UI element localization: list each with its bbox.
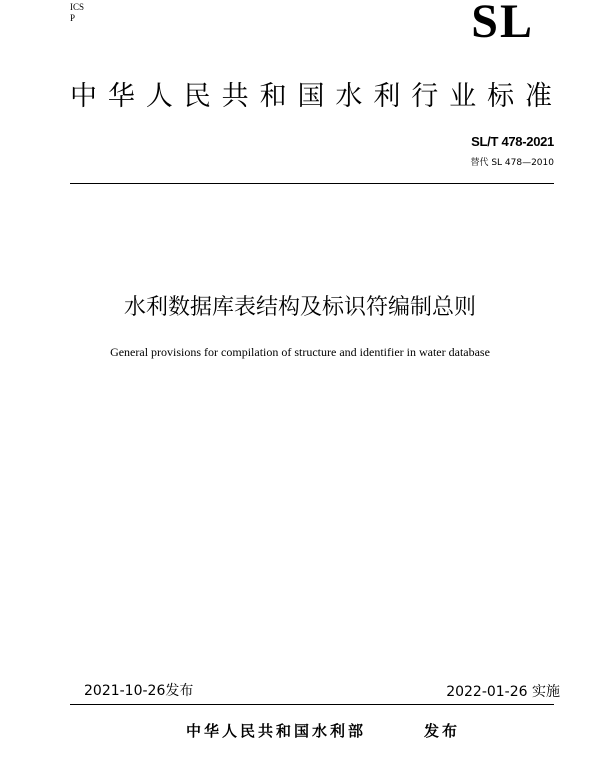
issue-date: 2021-10-26发布	[84, 683, 194, 699]
replaces-note: 替代 SL 478—2010	[470, 158, 554, 168]
sl-logo: SL	[471, 0, 534, 48]
bottom-divider	[70, 704, 554, 705]
ics-label: ICS	[70, 2, 85, 12]
classification-block	[70, 2, 84, 24]
publish-label: 发布	[424, 722, 461, 740]
publisher-name: 中华人民共和国水利部	[186, 722, 367, 740]
standard-code: SL/T 478-2021	[471, 134, 554, 149]
title-chinese: 水利数据库表结构及标识符编制总则	[123, 295, 476, 320]
ccs-label: P	[70, 13, 76, 23]
title-english: General provisions for compilation of structure and identifier in water database	[110, 345, 490, 359]
implementation-date: 2022-01-26 实施	[446, 684, 560, 700]
org-header: 中华人民共和国水利行业标准	[70, 81, 554, 112]
top-divider	[70, 183, 554, 184]
